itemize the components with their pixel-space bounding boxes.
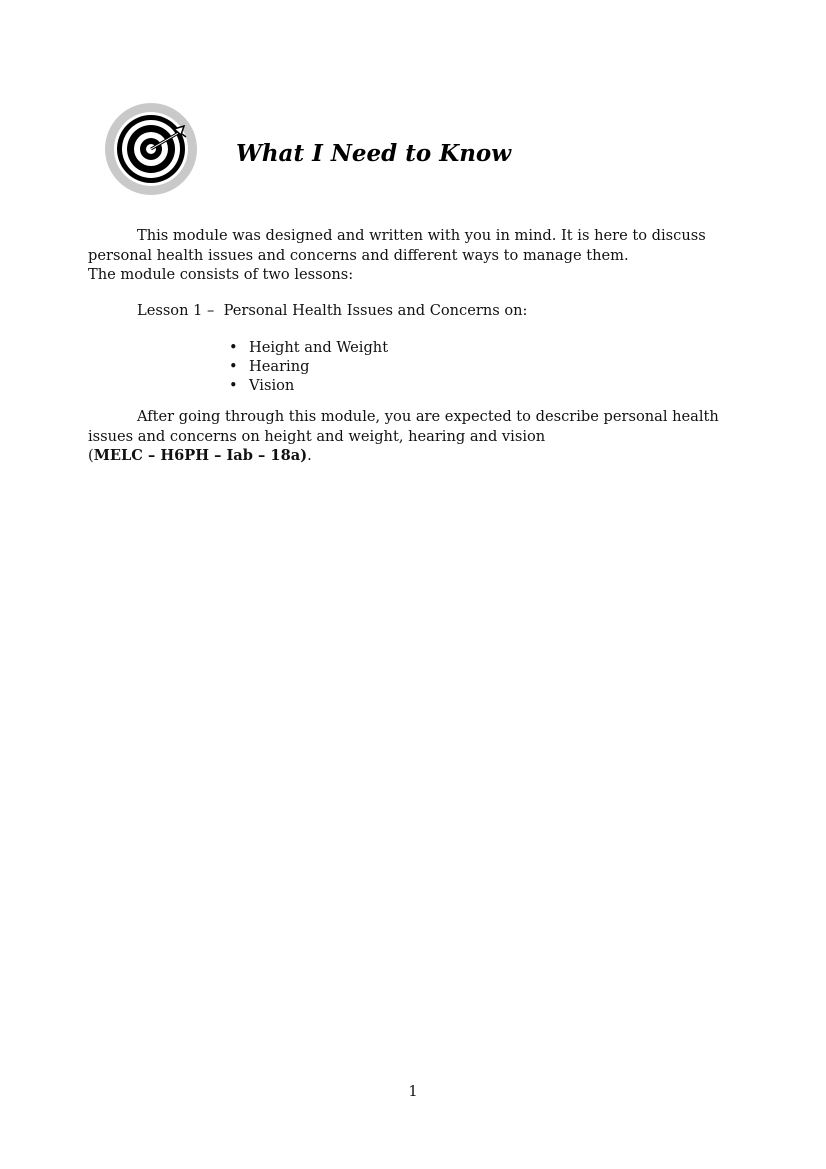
topic-hearing: • Hearing <box>249 357 388 376</box>
objective-open-paren: ( <box>88 447 94 464</box>
page-number: 1 <box>408 1083 418 1100</box>
objective-end: . <box>307 447 312 464</box>
intro-paragraph <box>88 226 738 285</box>
objective-line-2: issues and concerns on height and weight, hearing and vision <box>88 427 546 445</box>
section-title: What I Need to Know <box>236 140 512 167</box>
topic-height-weight: • Height and Weight <box>249 338 388 357</box>
lesson-1-label: Lesson 1 – Personal Health Issues and Concerns on: <box>137 302 528 319</box>
target-bullseye-icon <box>104 102 198 196</box>
intro-sentence-1-continued: personal health issues and concerns and different ways to manage them. <box>88 246 629 264</box>
lesson-topics-list <box>249 338 388 395</box>
objective-paragraph <box>88 407 738 466</box>
intro-sentence-1: This module was designed and written with you in mind. It is here to discuss <box>137 227 706 244</box>
melc-code: MELC – H6PH – Iab – 18a) <box>93 447 308 464</box>
topic-vision: • Vision <box>249 376 388 395</box>
objective-line-1: After going through this module, you are expected to describe personal health <box>137 408 719 425</box>
intro-sentence-2: The module consists of two lessons: <box>88 266 354 283</box>
